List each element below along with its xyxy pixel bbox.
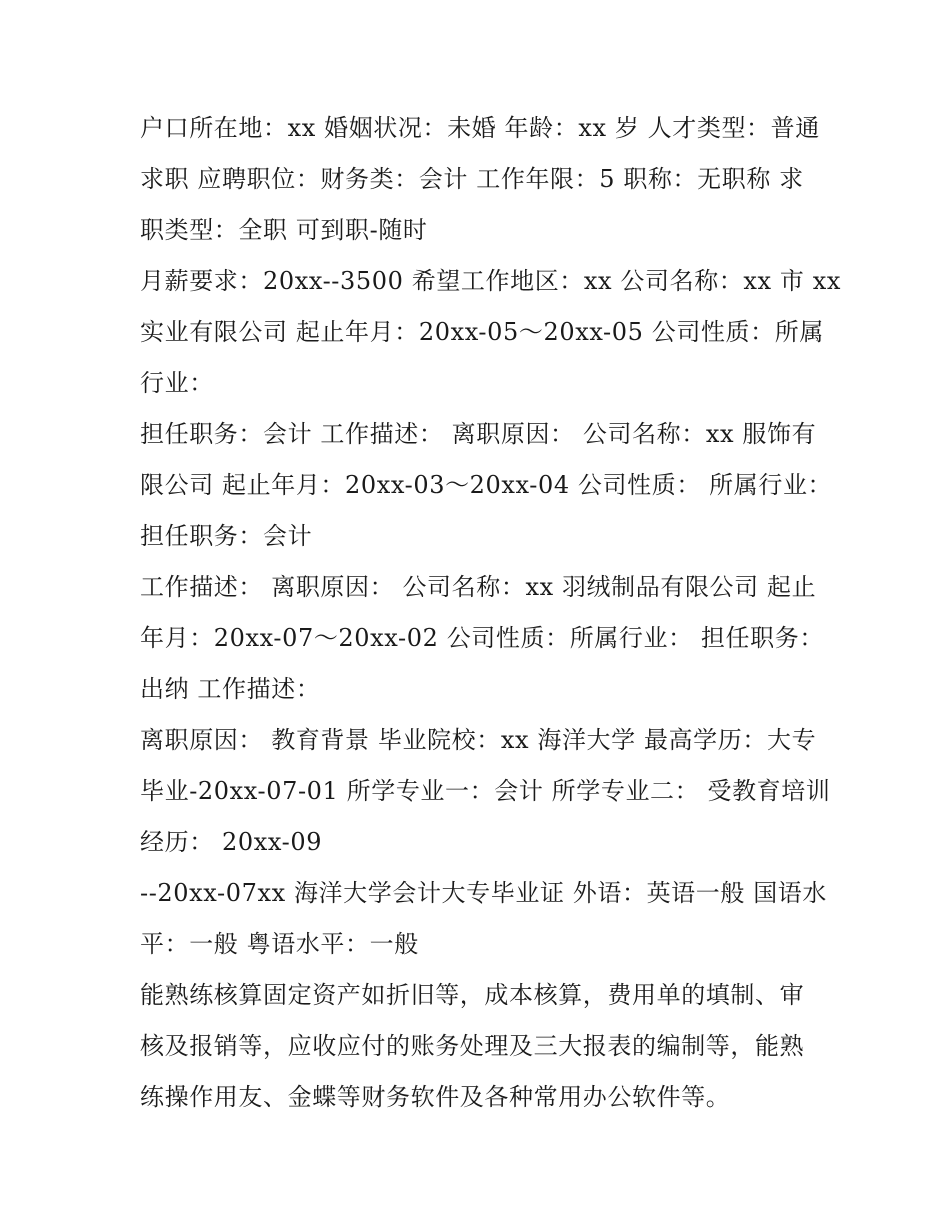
text-line: 担任职务：会计 工作描述： 离职原因： 公司名称：xx 服饰有 [140,420,817,448]
text-line: 户口所在地：xx 婚姻状况：未婚 年龄：xx 岁 人才类型：普通 [140,114,820,142]
document-body [140,103,842,1123]
text-line: 练操作用友、金蝶等财务软件及各种常用办公软件等。 [140,1083,731,1111]
text-line: 职类型：全职 可到职-随时 [140,216,428,244]
text-line: 限公司 起止年月：20xx-03～20xx-04 公司性质： 所属行业： [140,471,833,499]
text-line: 担任职务：会计 [140,522,313,550]
text-line: 核及报销等，应收应付的账务处理及三大报表的编制等，能熟 [140,1032,805,1060]
text-line: 行业： [140,369,214,397]
text-line: 年月：20xx-07～20xx-02 公司性质：所属行业： 担任职务： [140,624,824,652]
text-line: 离职原因： 教育背景 毕业院校：xx 海洋大学 最高学历：大专 [140,726,817,754]
text-line: 平：一般 粤语水平：一般 [140,930,419,958]
text-line: 求职 应聘职位：财务类：会计 工作年限：5 职称：无职称 求 [140,165,804,193]
text-line: 能熟练核算固定资产如折旧等，成本核算，费用单的填制、审 [140,981,805,1009]
text-line: 经历： 20xx-09 [140,828,323,856]
text-line: 月薪要求：20xx--3500 希望工作地区：xx 公司名称：xx 市 xx [140,267,842,295]
text-line: 出纳 工作描述： [140,675,321,703]
text-line: 实业有限公司 起止年月：20xx-05～20xx-05 公司性质：所属 [140,318,824,346]
text-line: 工作描述： 离职原因： 公司名称：xx 羽绒制品有限公司 起止 [140,573,817,601]
text-line: 毕业-20xx-07-01 所学专业一：会计 所学专业二： 受教育培训 [140,777,831,805]
text-line: --20xx-07xx 海洋大学会计大专毕业证 外语：英语一般 国语水 [140,879,828,907]
